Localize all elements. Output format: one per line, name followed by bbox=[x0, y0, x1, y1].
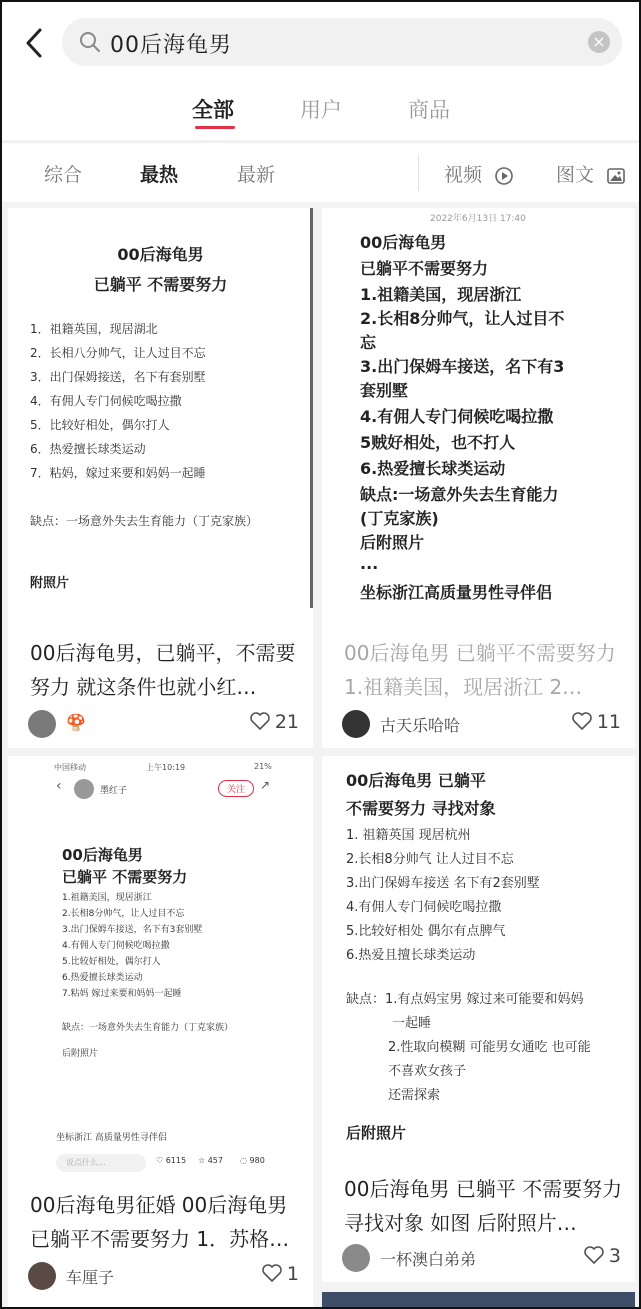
note-line: 2．长相八分帅气，让人过目不忘 bbox=[30, 346, 206, 360]
image-icon bbox=[606, 166, 626, 186]
inner-likes-count: 6115 bbox=[165, 1156, 187, 1165]
username[interactable]: 车厘子 bbox=[66, 1268, 115, 1287]
inner-likes: ♡ 6115 bbox=[156, 1156, 187, 1165]
note-flaw: 2.性取向模糊 可能男女通吃 也可能 bbox=[388, 1040, 591, 1055]
card-footer bbox=[342, 710, 621, 740]
card-footer bbox=[342, 1244, 621, 1274]
filter-newest[interactable]: 最新 bbox=[237, 164, 276, 186]
note-line: 3．出门保姆接送，名下有套别墅 bbox=[30, 370, 206, 384]
result-tabs bbox=[2, 90, 639, 140]
inner-carrier: 中国移动 bbox=[54, 763, 86, 772]
note-line: 6.热爱擅长球类运动 bbox=[360, 459, 506, 478]
note-line: 3.出门保姆车接送 名下有2套别墅 bbox=[346, 876, 540, 891]
avatar[interactable] bbox=[342, 1244, 370, 1272]
note-line: 5贼好相处，也不打人 bbox=[360, 433, 516, 452]
note-line: 5.比较好相处，偶尔打人 bbox=[62, 957, 161, 967]
active-tab-indicator bbox=[195, 126, 235, 129]
inner-stars: ☆ 457 bbox=[198, 1156, 223, 1165]
note-card-1[interactable] bbox=[8, 208, 313, 748]
inner-back-icon: ‹ bbox=[56, 778, 62, 794]
inner-time: 上午10:19 bbox=[146, 763, 186, 772]
tab-users[interactable]: 用户 bbox=[300, 98, 342, 122]
card-title[interactable]: 00后海龟男 已躺平 不需要努力 寻找对象 如图 后附照片… bbox=[344, 1177, 623, 1235]
filter-divider bbox=[418, 155, 419, 191]
note-location: 坐标浙江 高质量男性寻伴侣 bbox=[56, 1133, 167, 1143]
note-card-3[interactable] bbox=[8, 756, 313, 1307]
inner-battery: 21% bbox=[254, 762, 272, 771]
note-line: 坐标浙江高质量男性寻伴侣 bbox=[360, 583, 553, 602]
inner-avatar bbox=[74, 779, 94, 799]
note-line: 4.有佣人专门伺候吃喝拉撒 bbox=[62, 941, 170, 951]
like-button[interactable] bbox=[249, 711, 299, 733]
note-line: 不需要努力 寻找对象 bbox=[346, 799, 496, 818]
note-image-title: 00后海龟男 bbox=[117, 245, 204, 264]
note-line: 00后海龟男 bbox=[62, 846, 143, 864]
note-flaw: 缺点：1.有点妈宝男 嫁过来可能要和妈妈 bbox=[346, 992, 584, 1007]
filter-video-label: 视频 bbox=[444, 164, 483, 186]
play-icon bbox=[494, 166, 514, 186]
note-photo: 后附照片 bbox=[62, 1049, 99, 1059]
note-line: 6.热爱且擅长球类运动 bbox=[346, 948, 476, 963]
header bbox=[2, 2, 639, 140]
card-footer bbox=[28, 1262, 299, 1292]
note-line: 1．祖籍英国，现居湖北 bbox=[30, 322, 158, 336]
note-line: ... bbox=[360, 554, 379, 573]
filter-comprehensive[interactable]: 综合 bbox=[44, 164, 83, 186]
tab-goods[interactable]: 商品 bbox=[408, 98, 450, 122]
filter-image-text-label: 图文 bbox=[556, 164, 595, 186]
card-title[interactable]: 00后海龟男 已躺平不需要努力 1.祖籍美国，现居浙江 2… bbox=[344, 641, 616, 699]
like-button[interactable] bbox=[571, 711, 621, 733]
card-title[interactable]: 00后海龟男，已躺平，不需要努力 就这条件也就小红… bbox=[30, 641, 296, 699]
note-line: (丁克家族) bbox=[360, 509, 439, 528]
note-line: 已躺平 不需要努力 bbox=[62, 868, 188, 886]
inner-comments: ◌ 980 bbox=[240, 1156, 265, 1165]
like-button[interactable] bbox=[261, 1263, 299, 1285]
note-line: 00后海龟男 已躺平 bbox=[346, 771, 486, 790]
note-flaw: 不喜欢女孩子 bbox=[388, 1064, 467, 1079]
note-image-1 bbox=[8, 208, 313, 608]
like-count: 21 bbox=[274, 711, 299, 733]
note-line: 6．热爱擅长球类运动 bbox=[30, 442, 146, 456]
note-line: 3.出门保姆车接送，名下有3 bbox=[360, 357, 565, 376]
like-count: 3 bbox=[608, 1245, 621, 1267]
note-line: 已躺平不需要努力 bbox=[360, 259, 489, 278]
note-line: 2.长相8分帅气，让人过目不 bbox=[360, 309, 565, 328]
username[interactable]: 古天乐哈哈 bbox=[380, 716, 461, 735]
card-footer bbox=[28, 710, 299, 740]
note-flaw: 还需探索 bbox=[388, 1088, 441, 1103]
note-photo: 后附照片 bbox=[346, 1124, 407, 1142]
note-date: 2022年6月13日 17:40 bbox=[430, 214, 526, 224]
avatar[interactable] bbox=[28, 710, 56, 738]
note-line: 1.祖籍美国，现居浙江 bbox=[62, 893, 152, 903]
note-line: 7.粘妈 嫁过来要和妈妈一起睡 bbox=[62, 989, 182, 999]
heart-icon bbox=[249, 711, 271, 731]
note-line: 00后海龟男 bbox=[360, 233, 447, 252]
note-line: 2.长相8分帅气 让人过目不忘 bbox=[346, 852, 514, 867]
like-count: 1 bbox=[286, 1263, 299, 1285]
note-line: 1. 祖籍英国 现居杭州 bbox=[346, 828, 471, 843]
note-image-3 bbox=[8, 756, 313, 1176]
search-query[interactable]: 00后海龟男 bbox=[110, 33, 232, 58]
like-count: 11 bbox=[596, 711, 621, 733]
inner-share-icon: ↗ bbox=[260, 778, 271, 792]
username[interactable]: 一杯澳白弟弟 bbox=[380, 1250, 477, 1269]
username[interactable]: 🍄 bbox=[66, 713, 86, 732]
filter-hottest[interactable]: 最热 bbox=[140, 164, 179, 186]
note-line: 1.祖籍美国，现居浙江 bbox=[360, 285, 522, 304]
note-flaw: 缺点：一场意外失去生育能力（丁克家族） bbox=[30, 514, 259, 528]
clear-icon[interactable]: × bbox=[588, 31, 610, 53]
note-line: 2.长相8分帅气，让人过目不忘 bbox=[62, 909, 185, 919]
filter-bar bbox=[2, 142, 639, 202]
search-icon bbox=[78, 30, 102, 54]
filter-video[interactable] bbox=[444, 160, 514, 187]
note-line: 4．有佣人专门伺候吃喝拉撒 bbox=[30, 394, 182, 408]
note-line: 后附照片 bbox=[360, 533, 425, 552]
note-line: 忘 bbox=[360, 333, 377, 352]
image-edge bbox=[310, 208, 313, 608]
card-title[interactable]: 00后海龟男征婚 00后海龟男已躺平不需要努力 1．苏格… bbox=[30, 1193, 290, 1251]
note-line: 4.有佣人专门伺候吃喝拉撒 bbox=[346, 900, 502, 915]
note-card-2[interactable] bbox=[322, 208, 635, 748]
note-image-4 bbox=[322, 756, 635, 1156]
note-line: 4.有佣人专门伺候吃喝拉撒 bbox=[360, 407, 554, 426]
next-card-peek bbox=[322, 1292, 635, 1309]
filter-image-text[interactable] bbox=[556, 160, 626, 187]
inner-follow-button: 关注 bbox=[218, 780, 254, 797]
note-line: 套别墅 bbox=[360, 381, 409, 400]
note-image-subtitle: 已躺平 不需要努力 bbox=[93, 275, 228, 294]
tab-all[interactable]: 全部 bbox=[192, 98, 234, 122]
note-card-4[interactable] bbox=[322, 756, 635, 1282]
back-icon[interactable] bbox=[20, 26, 50, 60]
heart-icon bbox=[571, 711, 593, 731]
inner-stars-count: 457 bbox=[207, 1156, 223, 1165]
inner-comments-count: 980 bbox=[249, 1156, 265, 1165]
note-line: 6.热爱擅长球类运动 bbox=[62, 973, 143, 983]
note-line: 3.出门保姆车接送，名下有3套别墅 bbox=[62, 925, 203, 935]
note-flaw: 缺点：一场意外失去生育能力（丁克家族） bbox=[62, 1023, 234, 1033]
avatar[interactable] bbox=[342, 710, 370, 738]
inner-comment-input: 说点什么... bbox=[56, 1154, 146, 1172]
note-flaw: 一起睡 bbox=[392, 1016, 432, 1031]
note-photo: 附照片 bbox=[30, 576, 70, 591]
note-image-2 bbox=[322, 208, 635, 608]
heart-icon bbox=[583, 1245, 605, 1265]
avatar[interactable] bbox=[28, 1262, 56, 1290]
note-line: 7．粘妈，嫁过来要和妈妈一起睡 bbox=[30, 466, 206, 480]
note-line: 5.比较好相处 偶尔有点脾气 bbox=[346, 924, 506, 939]
heart-icon bbox=[261, 1263, 283, 1283]
inner-username: 墨红子 bbox=[100, 786, 128, 796]
like-button[interactable] bbox=[583, 1245, 621, 1267]
note-line: 5．比较好相处，偶尔打人 bbox=[30, 418, 170, 432]
search-bar[interactable] bbox=[62, 18, 622, 66]
note-line: 缺点:一场意外失去生育能力 bbox=[360, 485, 559, 504]
